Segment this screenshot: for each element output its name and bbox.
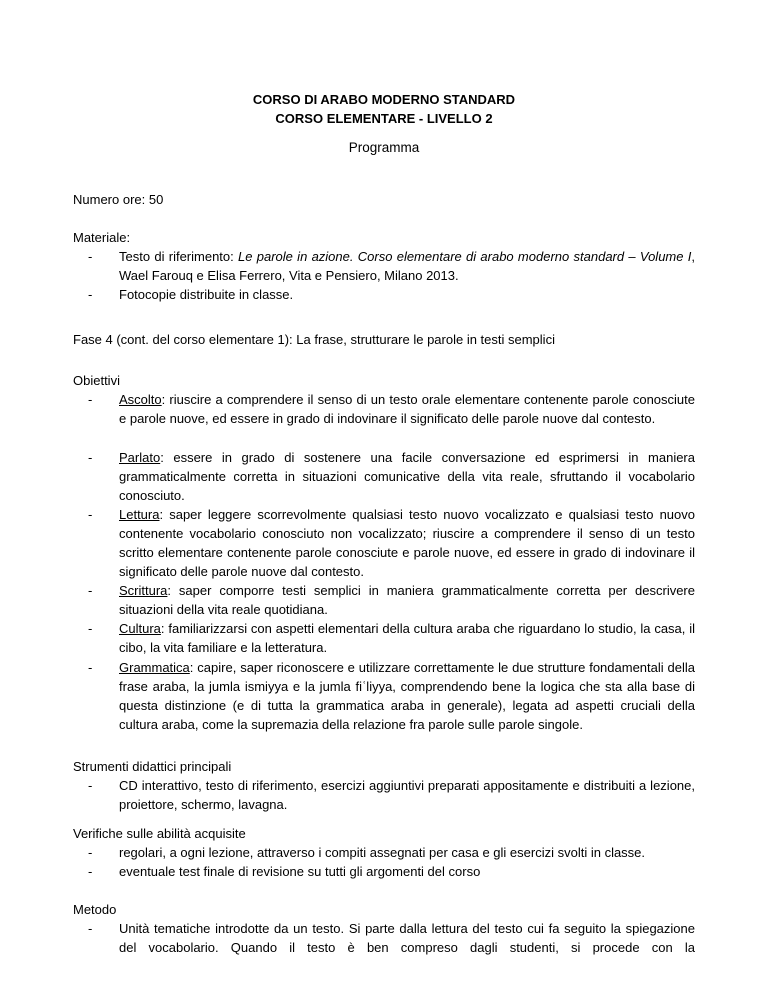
program-subtitle: Programma [348,140,420,155]
course-level: CORSO ELEMENTARE - LIVELLO 2 [275,111,493,126]
method-heading: Metodo [73,902,117,917]
material-item-1: Testo di riferimento: Le parole in azione. Corso elementare di arabo moderno standard – Volume I, Wael Farouq e Elisa Ferrero, Vita e Pensiero, Milano 2013. [119,249,695,283]
bullet-dash: - [88,778,93,793]
phase-label: Fase 4 (cont. del corso elementare 1): [73,332,293,347]
objective-cultura: Cultura: familiarizzarsi con aspetti elementari della cultura araba che riguardano lo studio, la casa, il cibo, la vita familiare e la letteratura. [119,621,695,655]
checks-heading: Verifiche sulle abilità acquisite [73,826,246,841]
objective-parlato: Parlato: essere in grado di sostenere una facile conversazione ed esprimersi in maniera grammaticalmente corretta in situazioni comunicative della vita reale, sfruttando il vocabolario conosciuto. [119,450,695,503]
hours-label: Numero ore: [73,192,146,207]
bullet-dash: - [88,921,93,936]
method-item: Unità tematiche introdotte da un testo. Si parte dalla lettura del testo cui fa seguito la spiegazione del vocabolario. Quando il testo è ben compreso dagli studenti, si procede con la [119,921,695,955]
objective-lettura: Lettura: saper leggere scorrevolmente qualsiasi testo nuovo vocalizzato e qualsiasi testo nuovo contenente vocabolario conosciuto non vocalizzato; riuscire a comprendere il senso di un testo scritto elementare contenente parole conosciute e parole nuove, ed essere in grado di indovinare il significato delle parole nuove dal contesto. [119,507,695,579]
phase-text: La frase, strutturare le parole in testi semplici [292,332,555,347]
objective-ascolto: Ascolto: riuscire a comprendere il senso di un testo orale elementare contenente parole conosciute e parole nuove, ed essere in grado di indovinare il significato delle parole nuove dal contesto. [119,392,695,426]
bullet-dash: - [88,583,93,598]
bullet-dash: - [88,507,93,522]
tools-item: CD interattivo, testo di riferimento, esercizi aggiuntivi preparati appositamente e distribuiti a lezione, proiettore, schermo, lavagna. [119,778,695,812]
material-item-2: Fotocopie distribuite in classe. [119,287,294,302]
bullet-dash: - [88,660,93,675]
hours-line [73,190,163,209]
tools-heading: Strumenti didattici principali [73,759,232,774]
bullet-dash: - [88,621,93,636]
bullet-dash: - [88,864,93,879]
phase-line [73,330,555,349]
bullet-dash: - [88,287,93,302]
objective-grammatica: Grammatica: capire, saper riconoscere e utilizzare correttamente le due strutture fondamentali della frase araba, la jumla ismiyya e la jumla fiʿliyya, comprendendo bene la logica che sta alla base di questa distinzione (e di tutta la grammatica araba in generale), legata ad aspetti cruciali della cultura araba, come la supremazia della relazione fra parole sulle parole singole. [119,660,695,732]
bullet-dash: - [88,845,93,860]
bullet-dash: - [88,392,93,407]
material-heading: Materiale: [73,230,131,245]
checks-item-1: regolari, a ogni lezione, attraverso i compiti assegnati per casa e gli esercizi svolti in classe. [119,845,646,860]
hours-value: 50 [148,192,164,207]
objective-scrittura: Scrittura: saper comporre testi semplici in maniera grammaticalmente corretta per descrivere situazioni della vita reale quotidiana. [119,583,695,617]
bullet-dash: - [88,249,93,264]
bullet-dash: - [88,450,93,465]
course-title: CORSO DI ARABO MODERNO STANDARD [252,92,516,107]
objectives-heading: Obiettivi [73,373,120,388]
checks-item-2: eventuale test finale di revisione su tutti gli argomenti del corso [119,864,481,879]
